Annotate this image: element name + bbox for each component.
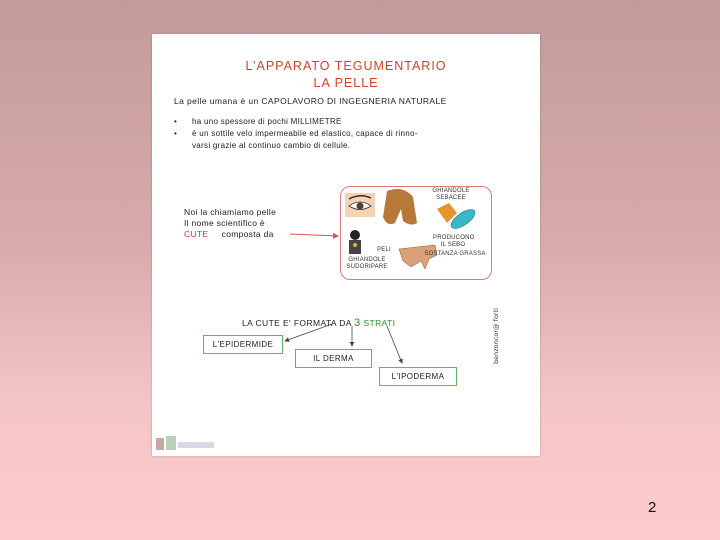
skin-functions-panel [340,186,492,280]
publisher-logo-icon [154,434,218,454]
cute-term: CUTE [184,229,209,239]
hair-image [383,189,417,225]
label-fat: SOSTANZA GRASSA [424,251,486,257]
strata-count: 3 [354,317,361,329]
layer-derma: IL DERMA [295,349,372,368]
label-sebaceous: GHIANDOLE SEBACEE [432,188,470,201]
strata-heading: LA CUTE E' FORMATA DA 3 STRATI [242,317,396,329]
layer-epidermide: L'EPIDERMIDE [203,335,283,354]
author-signature: benzoncor@ forti [492,308,500,364]
label-hair: PELI [377,247,391,253]
document-page [152,34,540,456]
skin-name-note: Noi la chiamiamo pelle Il nome scientifico è CUTE composta da [184,207,277,239]
title-line-1: L’APPARATO TEGUMENTARIO [245,59,447,73]
note-arrow [290,234,338,236]
bullet-item: • ha uno spessore di pochi MILLIMETRE [174,117,342,126]
arrow-ipoderma [387,326,402,363]
layer-ipoderma: L'IPODERMA [379,367,457,386]
bullet-item: • è un sottile velo impermeabile ed elastico, capace di rinno- [174,129,418,138]
label-sweat: GHIANDOLE SUDORIPARE [346,257,388,270]
figure-image [350,230,360,240]
bullet-continuation: varsi grazie al continuo cambio di cellule. [192,141,351,150]
title-line-2: LA PELLE [313,76,379,90]
label-produce: PRODUCONO IL SEBO [433,235,475,248]
intro-text: La pelle umana è un CAPOLAVORO DI INGEGNERIA NATURALE [174,96,447,106]
page-number: 2 [648,499,657,516]
